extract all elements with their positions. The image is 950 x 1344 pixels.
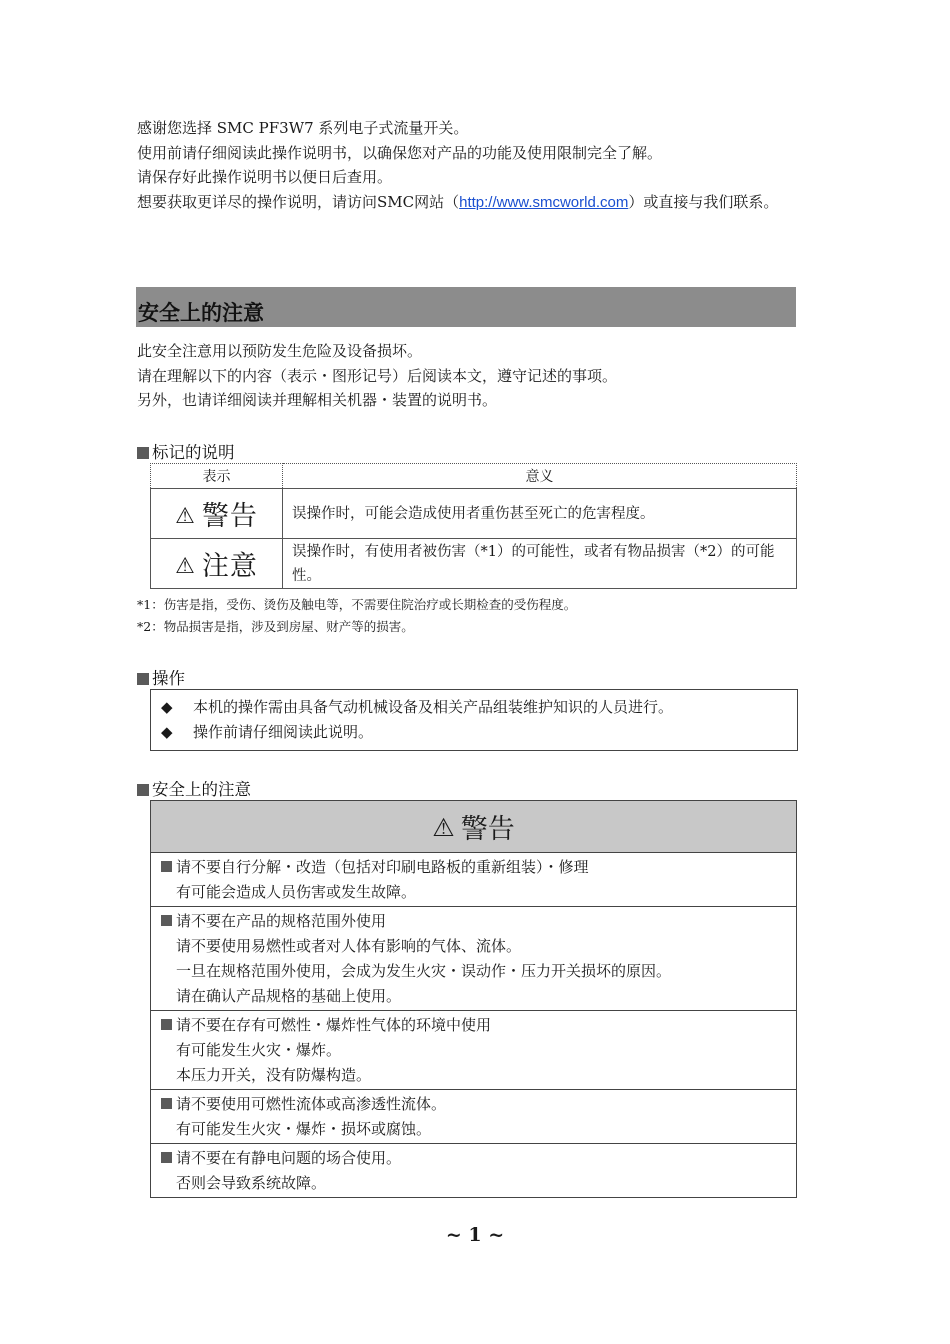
warning-table-header (151, 801, 797, 853)
safety-heading (137, 776, 251, 800)
caution-meaning: 误操作时，有使用者被伤害（*1）的可能性，或者有物品损害（*2）的可能性。 (283, 539, 797, 589)
warning-item-title-text: 请不要在有静电问题的场合使用。 (176, 1149, 402, 1167)
footnotes (137, 594, 576, 638)
warning-item-detail: 否则会导致系统故障。 (176, 1174, 327, 1192)
smc-website-link[interactable]: http://www.smcworld.com (459, 193, 629, 211)
operation-item (161, 695, 673, 720)
warning-item-detail: 请在确认产品规格的基础上使用。 (176, 987, 402, 1005)
warning-triangle-icon: ⚠ (432, 813, 455, 842)
square-bullet-icon (161, 1019, 172, 1030)
warning-item (151, 1090, 797, 1144)
warning-item (151, 1144, 797, 1198)
warning-mark-label: 警告 (201, 501, 258, 532)
intro-line: 使用前请仔细阅读此操作说明书，以确保您对产品的功能及使用限制完全了解。 (137, 143, 663, 162)
square-bullet-icon (137, 447, 149, 459)
warning-mark (151, 489, 283, 539)
col-display-header: 表示 (151, 464, 283, 489)
intro-line: 感谢您选择 SMC PF3W7 系列电子式流量开关。 (137, 119, 469, 137)
operation-item (161, 720, 673, 745)
footnote: *1：伤害是指，受伤、烫伤及触电等，不需要住院治疗或长期检查的受伤程度。 (137, 597, 577, 612)
marks-table (150, 463, 797, 589)
caution-mark (151, 539, 283, 589)
operation-heading-text: 操作 (152, 669, 185, 688)
square-bullet-icon (161, 915, 172, 926)
warning-item-title-text: 请不要自行分解・改造（包括对印刷电路板的重新组装）・修理 (176, 858, 589, 876)
diamond-bullet-icon: ◆ (161, 698, 173, 716)
warning-table (150, 800, 797, 1198)
warning-header-label: 警告 (460, 814, 515, 845)
warning-item-title (161, 1146, 796, 1171)
warning-item-detail: 一旦在规格范围外使用，会成为发生火灾・误动作・压力开关损坏的原因。 (176, 962, 672, 980)
footnote: *2：物品损害是指，涉及到房屋、财产等的损害。 (137, 619, 414, 634)
warning-item (151, 907, 797, 1011)
caution-mark-label: 注意 (201, 551, 258, 582)
col-meaning-header: 意义 (283, 464, 797, 489)
marks-row-warning (151, 489, 797, 539)
square-bullet-icon (161, 1152, 172, 1163)
warning-item (151, 1011, 797, 1090)
warning-item-detail: 请不要使用易燃性或者对人体有影响的气体、流体。 (176, 937, 522, 955)
warning-item-title-text: 请不要在产品的规格范围外使用 (176, 912, 387, 930)
diamond-bullet-icon: ◆ (161, 723, 173, 741)
warning-item-title (161, 1092, 796, 1117)
warning-item-title-text: 请不要在存有可燃性・爆炸性气体的环境中使用 (176, 1016, 492, 1034)
square-bullet-icon (137, 784, 149, 796)
square-bullet-icon (161, 1098, 172, 1109)
safety-heading-text: 安全上的注意 (152, 780, 251, 799)
caution-triangle-icon: ⚠ (175, 554, 196, 579)
warning-item (151, 853, 797, 907)
safety-intro-line: 此安全注意用以预防发生危险及设备损坏。 (137, 342, 423, 360)
page-number: ~ 1 ~ (445, 1224, 505, 1246)
warning-triangle-icon: ⚠ (175, 504, 196, 529)
intro-line: 请保存好此操作说明书以便日后查用。 (137, 168, 393, 186)
intro-line-website (137, 190, 827, 216)
safety-intro (137, 339, 817, 413)
intro-line4-suffix: ）或直接与我们联系。 (628, 192, 779, 211)
warning-item-detail: 本压力开关，没有防爆构造。 (176, 1066, 372, 1084)
marks-table-header (151, 464, 797, 489)
warning-item-title (161, 909, 796, 934)
intro-line4-prefix: 想要获取更详尽的操作说明，请访问SMC网站（ (137, 192, 460, 211)
operation-item-text: 本机的操作需由具备气动机械设备及相关产品组装维护知识的人员进行。 (193, 698, 674, 716)
warning-meaning: 误操作时，可能会造成使用者重伤甚至死亡的危害程度。 (283, 489, 797, 539)
warning-item-title (161, 855, 796, 880)
warning-item-detail: 有可能发生火灾・爆炸。 (176, 1041, 342, 1059)
marks-heading-text: 标记的说明 (152, 443, 235, 462)
operation-item-text: 操作前请仔细阅读此说明。 (193, 723, 374, 741)
marks-heading (137, 439, 235, 463)
square-bullet-icon (161, 861, 172, 872)
safety-intro-line: 另外，也请详细阅读并理解相关机器・装置的说明书。 (137, 391, 498, 409)
warning-item-detail: 有可能发生火灾・爆炸・损坏或腐蚀。 (176, 1120, 432, 1138)
intro-text (137, 116, 827, 215)
operation-heading (137, 665, 185, 689)
section-banner-title: 安全上的注意 (138, 301, 264, 325)
operation-box (150, 689, 798, 751)
warning-header (151, 801, 797, 853)
safety-intro-line: 请在理解以下的内容（表示・图形记号）后阅读本文，遵守记述的事项。 (137, 366, 618, 385)
warning-item-title (161, 1013, 796, 1038)
marks-row-caution (151, 539, 797, 589)
section-banner (136, 287, 796, 327)
warning-item-title-text: 请不要使用可燃性流体或高渗透性流体。 (176, 1095, 447, 1113)
warning-item-detail: 有可能会造成人员伤害或发生故障。 (176, 883, 417, 901)
square-bullet-icon (137, 673, 149, 685)
